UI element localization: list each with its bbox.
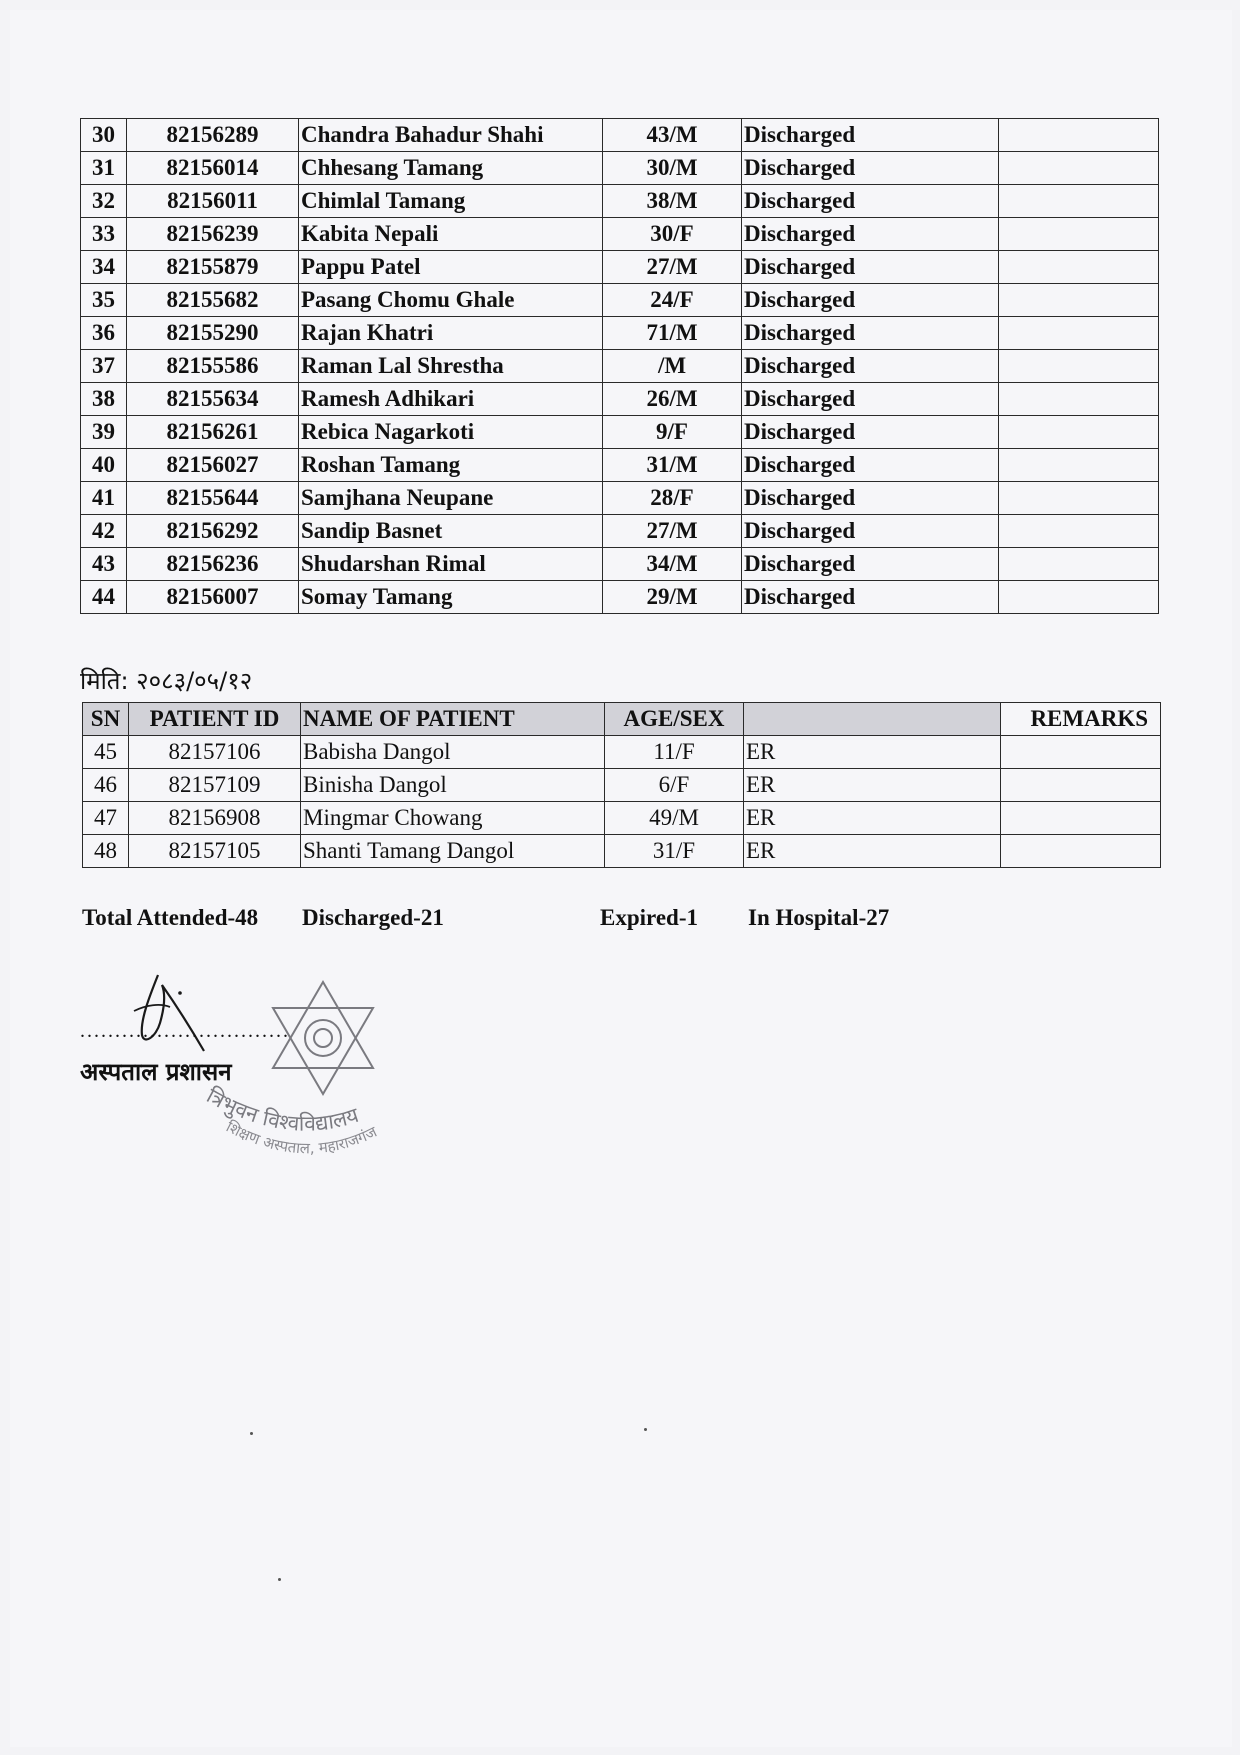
patient-id-cell: 82155682 [127,284,299,317]
table-row [81,251,1159,284]
remarks-cell [999,152,1159,185]
serial-cell: 34 [81,251,127,284]
patient-id-cell: 82156011 [127,185,299,218]
table-row [83,835,1161,868]
status-cell: Discharged [742,119,999,152]
table-row [83,769,1161,802]
age-sex-cell: 71/M [603,317,742,350]
remarks-cell [1001,769,1161,802]
status-cell: Discharged [742,284,999,317]
status-cell: Discharged [742,317,999,350]
header-patient-id: PATIENT ID [129,703,301,736]
serial-cell: 37 [81,350,127,383]
remarks-cell [999,185,1159,218]
patient-name-cell: Shudarshan Rimal [299,548,603,581]
table-row [81,284,1159,317]
status-cell: Discharged [742,449,999,482]
age-sex-cell: 26/M [603,383,742,416]
signature-dotted-line: .............................. [80,1020,290,1042]
patient-id-cell: 82155879 [127,251,299,284]
remarks-cell [999,317,1159,350]
remarks-cell [999,515,1159,548]
patient-id-cell: 82155290 [127,317,299,350]
age-sex-cell: 27/M [603,251,742,284]
age-sex-cell: 24/F [603,284,742,317]
serial-cell: 48 [83,835,129,868]
patient-name-cell: Samjhana Neupane [299,482,603,515]
summary-in-hospital: In Hospital-27 [748,905,890,930]
age-sex-cell: 11/F [605,736,744,769]
table-row [81,317,1159,350]
remarks-cell [1001,736,1161,769]
serial-cell: 41 [81,482,127,515]
table-row [81,383,1159,416]
seal-text-bottom: शिक्षण अस्पताल, महाराजगंज [223,1117,380,1158]
patient-name-cell: Roshan Tamang [299,449,603,482]
patient-name-cell: Mingmar Chowang [301,802,605,835]
patient-id-cell: 82156014 [127,152,299,185]
serial-cell: 35 [81,284,127,317]
status-cell: Discharged [742,350,999,383]
table-row [81,152,1159,185]
serial-cell: 36 [81,317,127,350]
remarks-cell [999,482,1159,515]
remarks-cell [999,416,1159,449]
age-sex-cell: 9/F [603,416,742,449]
serial-cell: 31 [81,152,127,185]
table-row [81,119,1159,152]
patient-name-cell: Shanti Tamang Dangol [301,835,605,868]
status-cell: Discharged [742,152,999,185]
header-status [744,703,1001,736]
remarks-cell [1001,835,1161,868]
status-cell: Discharged [742,185,999,218]
serial-cell: 30 [81,119,127,152]
summary-total-attended: Total Attended-48 [82,905,259,930]
serial-cell: 39 [81,416,127,449]
age-sex-cell: 34/M [603,548,742,581]
summary-expired: Expired-1 [600,905,698,930]
age-sex-cell: 43/M [603,119,742,152]
seal-text-top: त्रिभुवन विश्वविद्यालय [202,1083,362,1136]
age-sex-cell: 30/F [603,218,742,251]
table-row [81,482,1159,515]
serial-cell: 33 [81,218,127,251]
patient-id-cell: 82156007 [127,581,299,614]
patient-name-cell: Pasang Chomu Ghale [299,284,603,317]
age-sex-cell: 30/M [603,152,742,185]
serial-cell: 45 [83,736,129,769]
remarks-cell [999,449,1159,482]
discharged-patients-table [80,118,1159,614]
serial-cell: 46 [83,769,129,802]
patient-id-cell: 82156292 [127,515,299,548]
patient-id-cell: 82155644 [127,482,299,515]
patient-name-cell: Somay Tamang [299,581,603,614]
patient-name-cell: Raman Lal Shrestha [299,350,603,383]
patient-id-cell: 82155634 [127,383,299,416]
age-sex-cell: 6/F [605,769,744,802]
table-row [83,802,1161,835]
patient-id-cell: 82155586 [127,350,299,383]
status-cell: ER [744,736,1001,769]
date-line: मिति: २०८३/०५/१२ [80,667,253,695]
age-sex-cell: 31/F [605,835,744,868]
patient-id-cell: 82156239 [127,218,299,251]
patient-id-cell: 82157105 [129,835,301,868]
serial-cell: 44 [81,581,127,614]
serial-cell: 32 [81,185,127,218]
table-row [81,449,1159,482]
patient-id-cell: 82156908 [129,802,301,835]
age-sex-cell: 31/M [603,449,742,482]
status-cell: Discharged [742,251,999,284]
table-row [81,581,1159,614]
header-age-sex: AGE/SEX [605,703,744,736]
status-cell: ER [744,769,1001,802]
patient-name-cell: Ramesh Adhikari [299,383,603,416]
patient-id-cell: 82156027 [127,449,299,482]
remarks-cell [999,284,1159,317]
patient-name-cell: Chhesang Tamang [299,152,603,185]
serial-cell: 42 [81,515,127,548]
serial-cell: 47 [83,802,129,835]
patient-id-cell: 82156261 [127,416,299,449]
age-sex-cell: 38/M [603,185,742,218]
patient-id-cell: 82156236 [127,548,299,581]
table-header-row [83,703,1161,736]
header-name: NAME OF PATIENT [301,703,605,736]
age-sex-cell: 27/M [603,515,742,548]
remarks-cell [1001,802,1161,835]
er-patients-table [82,702,1161,868]
table-row [81,218,1159,251]
status-cell: ER [744,835,1001,868]
patient-name-cell: Babisha Dangol [301,736,605,769]
patient-name-cell: Sandip Basnet [299,515,603,548]
status-cell: Discharged [742,383,999,416]
table-row [81,185,1159,218]
status-cell: Discharged [742,218,999,251]
header-sn: SN [83,703,129,736]
patient-id-cell: 82157106 [129,736,301,769]
table-row [83,736,1161,769]
patient-name-cell: Kabita Nepali [299,218,603,251]
patient-name-cell: Rajan Khatri [299,317,603,350]
scan-speck [644,1428,647,1431]
serial-cell: 38 [81,383,127,416]
status-cell: Discharged [742,548,999,581]
scan-speck [278,1578,281,1581]
status-cell: Discharged [742,482,999,515]
table-row [81,416,1159,449]
age-sex-cell: /M [603,350,742,383]
table-row [81,515,1159,548]
serial-cell: 40 [81,449,127,482]
remarks-cell [999,251,1159,284]
remarks-cell [999,350,1159,383]
patient-name-cell: Pappu Patel [299,251,603,284]
remarks-cell [999,548,1159,581]
patient-id-cell: 82156289 [127,119,299,152]
status-cell: Discharged [742,416,999,449]
remarks-cell [999,581,1159,614]
age-sex-cell: 49/M [605,802,744,835]
age-sex-cell: 29/M [603,581,742,614]
remarks-cell [999,383,1159,416]
status-cell: Discharged [742,515,999,548]
status-cell: ER [744,802,1001,835]
patient-name-cell: Chandra Bahadur Shahi [299,119,603,152]
patient-name-cell: Rebica Nagarkoti [299,416,603,449]
summary-discharged: Discharged-21 [302,905,444,930]
remarks-cell [999,119,1159,152]
header-remarks: REMARKS [1001,703,1161,736]
serial-cell: 43 [81,548,127,581]
university-seal [195,970,455,1170]
patient-name-cell: Binisha Dangol [301,769,605,802]
table-row [81,350,1159,383]
remarks-cell [999,218,1159,251]
table-row [81,548,1159,581]
patient-name-cell: Chimlal Tamang [299,185,603,218]
status-cell: Discharged [742,581,999,614]
scan-speck [250,1432,253,1435]
age-sex-cell: 28/F [603,482,742,515]
signature-label: अस्पताल प्रशासन [80,1058,232,1086]
patient-id-cell: 82157109 [129,769,301,802]
